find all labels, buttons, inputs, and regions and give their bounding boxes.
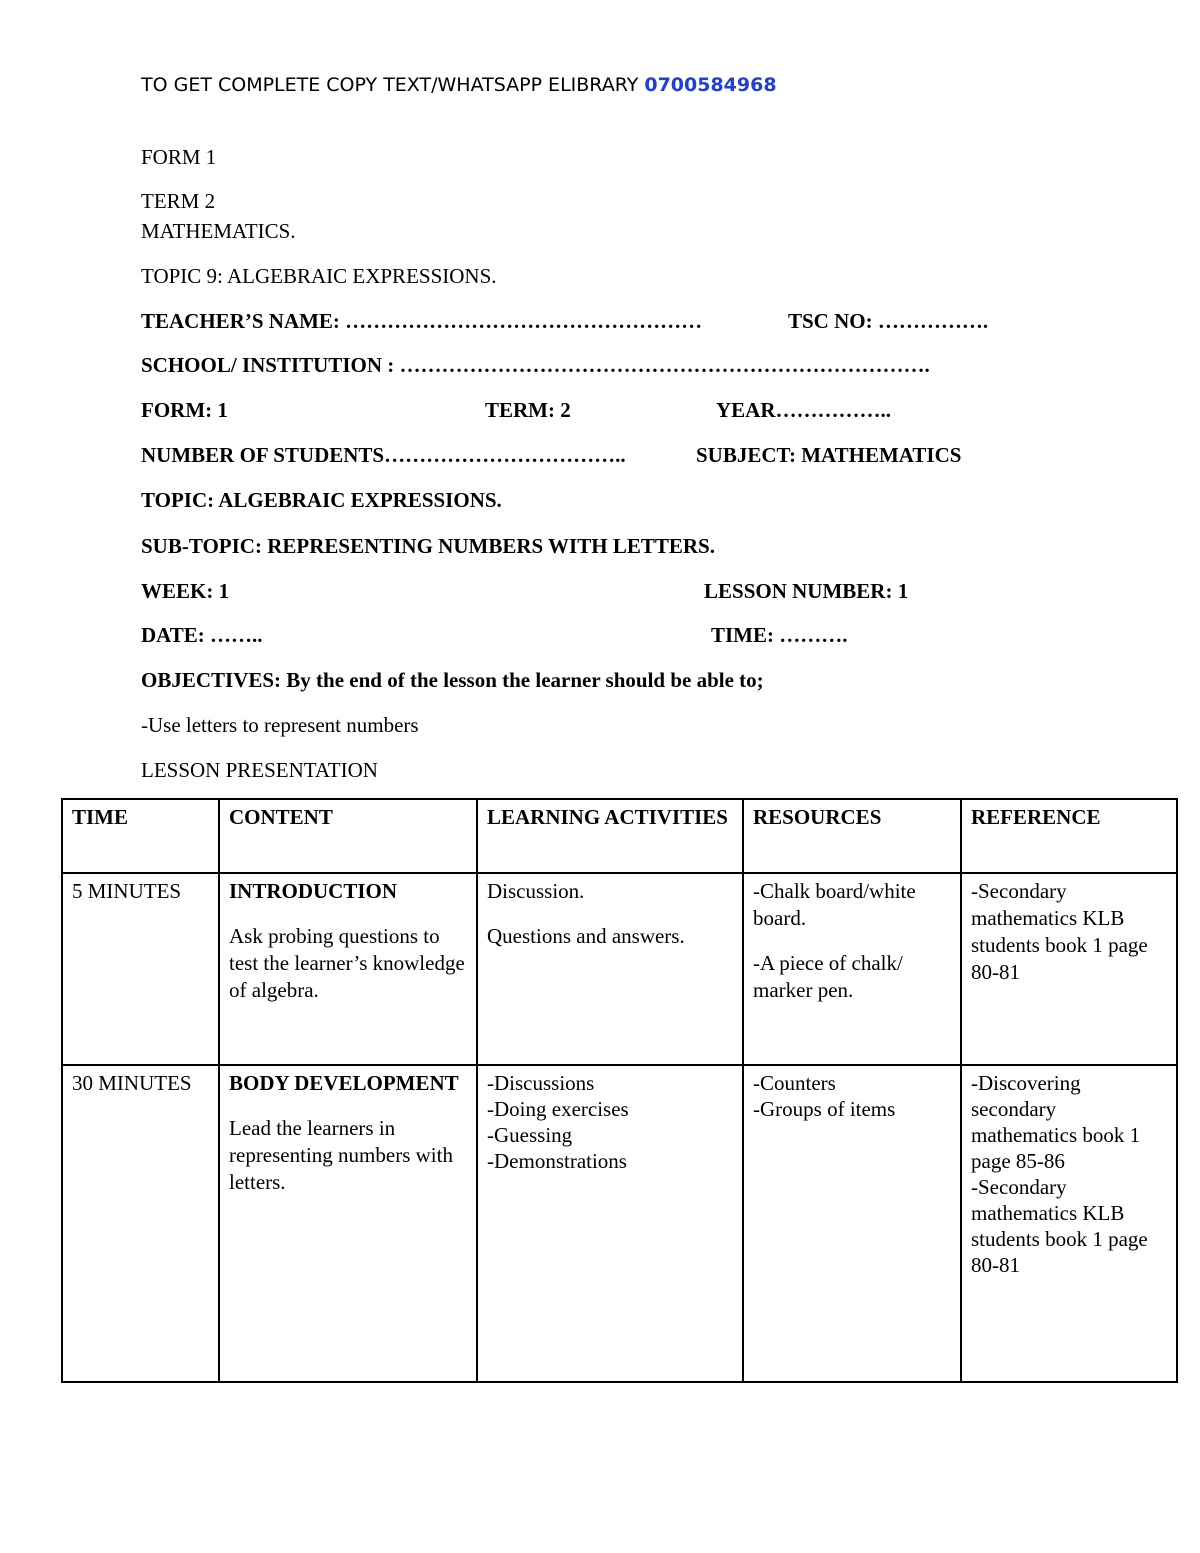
reference-item: -Secondary mathematics KLB students book 1 page 80-81 (971, 879, 1148, 984)
header-content: CONTENT (219, 799, 477, 873)
term-label: TERM 2 (141, 189, 216, 213)
table-header-row (62, 799, 1177, 873)
row-time: 5 MINUTES (62, 873, 219, 1065)
students-field: NUMBER OF STUDENTS…………………………….. (141, 443, 626, 467)
subject-label: MATHEMATICS. (141, 219, 296, 243)
content-title: BODY DEVELOPMENT (229, 1071, 459, 1095)
header-time: TIME (62, 799, 219, 873)
resource-item: -A piece of chalk/ marker pen. (753, 951, 903, 1002)
objectives-line (141, 668, 764, 692)
topic-field: TOPIC: ALGEBRAIC EXPRESSIONS. (141, 488, 502, 512)
term-field: TERM: 2 (485, 398, 571, 422)
form-label: FORM 1 (141, 145, 217, 169)
activity-item: Questions and answers. (487, 924, 685, 948)
row-reference (961, 873, 1177, 1065)
week-field: WEEK: 1 (141, 579, 230, 603)
row-activities (477, 1065, 743, 1382)
promo-banner (141, 74, 777, 96)
time-field: TIME: ………. (711, 623, 848, 647)
row-content (219, 1065, 477, 1382)
header-reference: REFERENCE (961, 799, 1177, 873)
activity-item: -Doing exercises (487, 1097, 629, 1121)
lesson-number-field: LESSON NUMBER: 1 (704, 579, 909, 603)
reference-item: -Secondary mathematics KLB students book 1 page 80-81 (971, 1175, 1148, 1277)
row-content (219, 873, 477, 1065)
resource-item: -Groups of items (753, 1097, 896, 1121)
school-field: SCHOOL/ INSTITUTION : …………………………………………………………………. (141, 353, 930, 377)
objective-item: -Use letters to represent numbers (141, 713, 419, 737)
table-row (62, 873, 1177, 1065)
reference-item: -Discovering secondary mathematics book 1 page 85-86 (971, 1071, 1141, 1173)
header-resources: RESOURCES (743, 799, 961, 873)
activity-item: Discussion. (487, 879, 585, 903)
table-row (62, 1065, 1177, 1382)
subtopic-field: SUB-TOPIC: REPRESENTING NUMBERS WITH LETTERS. (141, 534, 715, 558)
lesson-plan-table (61, 798, 1178, 1383)
objectives-text: : By the end of the lesson the learner should be able to; (274, 668, 764, 692)
row-activities (477, 873, 743, 1065)
content-text: Lead the learners in representing numbers with letters. (229, 1116, 453, 1194)
activity-item: -Demonstrations (487, 1149, 627, 1173)
row-resources (743, 1065, 961, 1382)
row-time: 30 MINUTES (62, 1065, 219, 1382)
activity-item: -Guessing (487, 1123, 573, 1147)
topic-title: TOPIC 9: ALGEBRAIC EXPRESSIONS. (141, 264, 497, 288)
banner-text: TO GET COMPLETE COPY TEXT/WHATSAPP ELIBRARY (141, 74, 645, 96)
date-field: DATE: …….. (141, 623, 263, 647)
objectives-label: OBJECTIVES (141, 668, 275, 692)
tsc-number-field: TSC NO: ……………. (788, 309, 989, 333)
teacher-name-field: TEACHER’S NAME: …………………………………………… (141, 309, 703, 333)
content-text: Ask probing questions to test the learner’s knowledge of algebra. (229, 924, 465, 1002)
subject-field: SUBJECT: MATHEMATICS (696, 443, 962, 467)
header-learning-activities: LEARNING ACTIVITIES (477, 799, 743, 873)
resource-item: -Chalk board/white board. (753, 879, 916, 930)
row-resources (743, 873, 961, 1065)
year-field: YEAR…………….. (716, 398, 892, 422)
row-reference (961, 1065, 1177, 1382)
content-title: INTRODUCTION (229, 879, 398, 903)
lesson-presentation-label: LESSON PRESENTATION (141, 758, 378, 782)
resource-item: -Counters (753, 1071, 836, 1095)
banner-phone: 0700584968 (644, 74, 777, 96)
activity-item: -Discussions (487, 1071, 595, 1095)
form-field: FORM: 1 (141, 398, 228, 422)
